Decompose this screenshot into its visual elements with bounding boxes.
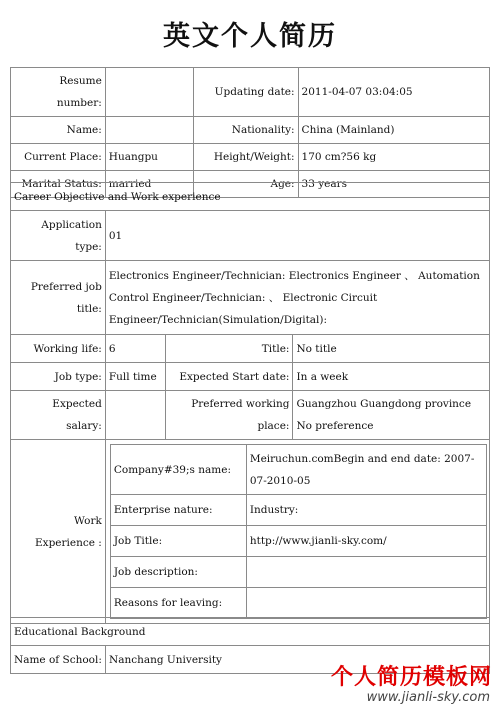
preferred-place-value: Guangzhou Guangdong province No preference	[293, 391, 490, 440]
nationality-label: Nationality:	[193, 117, 298, 144]
current-place-value: Huangpu	[105, 144, 193, 171]
watermark-title: 个人简历模板网	[330, 665, 492, 690]
title-label: Title:	[165, 335, 293, 363]
working-life-value: 6	[105, 335, 165, 363]
work-experience-table	[110, 444, 487, 619]
preferred-job-title-label: Preferred job title:	[11, 261, 106, 335]
height-weight-value: 170 cm?56 kg	[298, 144, 489, 171]
page-title: 英文个人简历	[163, 21, 337, 52]
height-weight-label: Height/Weight:	[193, 144, 298, 171]
name-value	[105, 117, 193, 144]
age-label: Age:	[193, 171, 298, 198]
updating-date-label: Updating date:	[193, 68, 298, 117]
preferred-place-label: Preferred working place:	[165, 391, 293, 440]
reasons-label: Reasons for leaving:	[110, 588, 246, 619]
job-title-label: Job Title:	[110, 526, 246, 557]
working-life-label: Working life:	[11, 335, 106, 363]
marital-status-value: married	[105, 171, 193, 198]
enterprise-label: Enterprise nature:	[110, 495, 246, 526]
resume-number-value	[105, 68, 193, 117]
company-value: Meiruchun.comBegin and end date: 2007-07-2010-05	[246, 445, 486, 495]
expected-start-label: Expected Start date:	[165, 363, 293, 391]
nationality-value: China (Mainland)	[298, 117, 489, 144]
industry-label: Industry:	[246, 495, 486, 526]
updating-date-value: 2011-04-07 03:04:05	[298, 68, 489, 117]
work-experience-label: Work Experience :	[11, 440, 106, 624]
career-table	[10, 182, 490, 624]
current-place-label: Current Place:	[11, 144, 106, 171]
application-type-label: Application type:	[11, 211, 106, 261]
watermark-url: www.jianli-sky.com	[366, 690, 490, 705]
expected-salary-value	[105, 391, 165, 440]
job-type-label: Job type:	[11, 363, 106, 391]
marital-status-label: Marital Status:	[11, 171, 106, 198]
job-type-value: Full time	[105, 363, 165, 391]
title-value: No title	[293, 335, 490, 363]
school-value: Nanchang University	[106, 646, 490, 674]
job-title-value: http://www.jianli-sky.com/	[246, 526, 486, 557]
school-label: Name of School:	[11, 646, 106, 674]
company-label: Company#39;s name:	[110, 445, 246, 495]
expected-salary-label: Expected salary:	[11, 391, 106, 440]
preferred-job-title-value: Electronics Engineer/Technician: Electronics Engineer 、 Automation Control Engineer/Technician: 、 Electronic Circuit Engineer/Technician(Simulation/Digital):	[105, 261, 489, 335]
expected-start-value: In a week	[293, 363, 490, 391]
education-section-title: Educational Background	[11, 618, 490, 646]
application-type-value: 01	[105, 211, 489, 261]
career-section-title: Career Objective and Work experience	[11, 183, 490, 211]
basic-info-table	[10, 67, 490, 198]
resume-number-label: Resume number:	[11, 68, 106, 117]
reasons-value	[246, 588, 486, 619]
work-experience-cell	[105, 440, 489, 624]
age-value: 33 years	[298, 171, 489, 198]
name-label: Name:	[11, 117, 106, 144]
job-description-value	[246, 557, 486, 588]
job-description-label: Job description:	[110, 557, 246, 588]
